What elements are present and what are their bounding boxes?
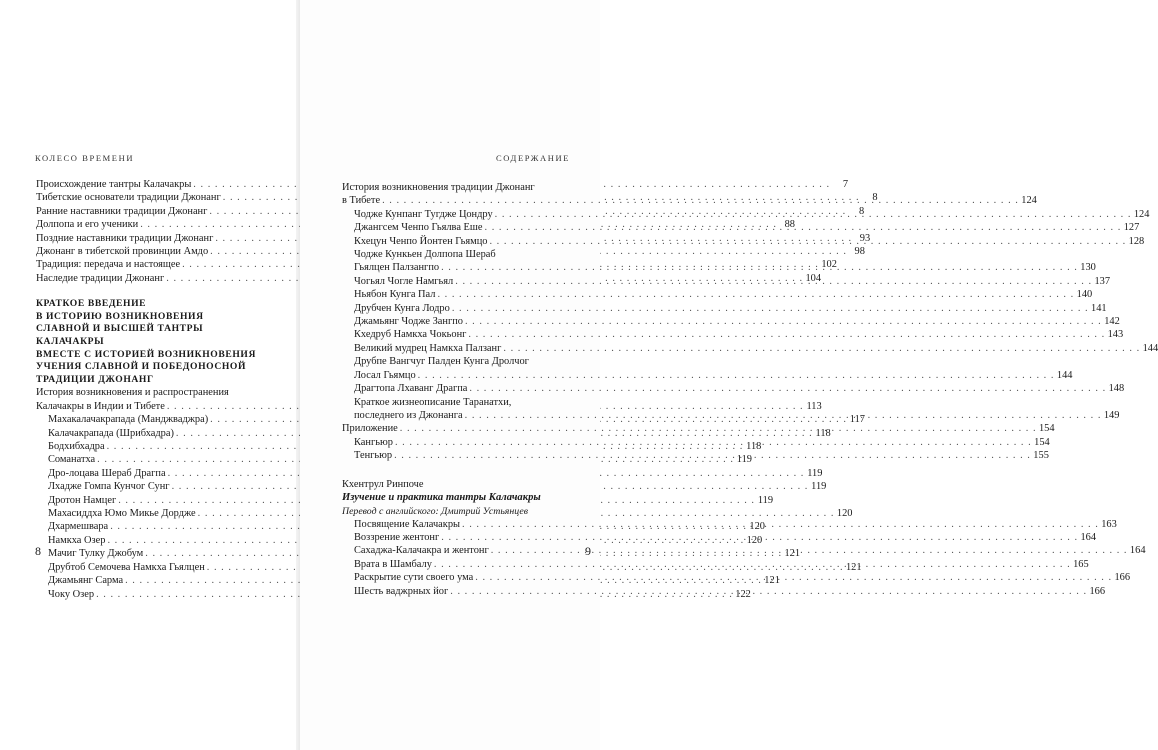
toc-entry-title: Бодхибхадра — [48, 441, 105, 453]
toc-entry-title: Гьялцен Палзангпо — [354, 262, 440, 274]
toc-entry — [342, 342, 1158, 355]
toc-entry-page: 120 — [836, 508, 853, 520]
toc-entry-page: 104 — [805, 272, 822, 284]
toc-entry-title: Раскрытие сути своего ума — [354, 572, 474, 584]
toc-entry-title: Воззрение жентонг — [354, 531, 440, 543]
toc-entry-title: Ньябон Кунга Пал — [354, 289, 436, 301]
toc-entry-title: Джангсем Ченпо Гьялва Еше — [354, 222, 483, 234]
toc-entry-title: Ранние наставники традиции Джонанг — [36, 205, 208, 217]
toc-entry-title: Чогьял Чогле Намгьял — [354, 275, 454, 287]
toc-entry-title: Калачакры в Индии и Тибете — [36, 400, 165, 412]
toc-entry-title: в Тибете — [342, 195, 381, 207]
toc-entry-page: 118 — [815, 427, 831, 439]
toc-entry-page: 93 — [859, 232, 871, 244]
toc-entry-page: 121 — [784, 548, 801, 560]
page-number: 8 — [35, 544, 41, 558]
toc-entry-page: 102 — [821, 259, 837, 271]
toc-entry — [342, 382, 1125, 395]
toc-entry-page: 113 — [806, 400, 822, 412]
toc-entry-title: Друбчен Кунга Лодро — [354, 302, 450, 314]
toc-entry-title: Врата в Шамбалу — [354, 558, 432, 570]
toc-entry-title: Калачакрапада (Шрибхадра) — [48, 427, 174, 439]
toc-entry — [342, 302, 1107, 315]
section-heading — [36, 298, 272, 386]
toc-entry-title: Великий мудрец Намкха Палзанг — [354, 342, 502, 354]
toc-entry-title: Кхедруб Намкха Чокьонг — [354, 329, 467, 341]
running-head: КОЛЕСО ВРЕМЕНИ — [35, 153, 135, 163]
leader-dots — [441, 261, 1078, 274]
author-name: Кхентрул Ринпоче — [342, 478, 424, 490]
toc-entry-title: Поздние наставники традиции Джонанг — [36, 232, 214, 244]
toc-entry-title: Махакалачакрапада (Манджваджра) — [48, 414, 209, 426]
toc-entry-title: Мачиг Тулку Джобум — [48, 548, 144, 560]
toc-entry-page: 143 — [1107, 329, 1124, 341]
toc-entry-page: 163 — [1101, 518, 1117, 530]
toc-entry-page: 7 — [842, 179, 849, 190]
toc-entry-title: Чоку Озер — [48, 588, 95, 600]
toc-entry — [342, 328, 1124, 341]
section-heading-line: УЧЕНИЯ СЛАВНОЙ И ПОБЕДОНОСНОЙ — [36, 361, 247, 373]
leader-dots — [441, 531, 1078, 544]
toc-entry-text: Краткое жизнеописание Таранатхи, — [354, 396, 512, 408]
toc-entry-page: 154 — [1038, 423, 1055, 435]
toc-entry-title: Тенгьюр — [354, 450, 393, 462]
section-heading-line: СЛАВНОЙ И ВЫСШЕЙ ТАНТРЫ КАЛАЧАКРЫ — [36, 323, 204, 348]
toc-entry — [342, 194, 1037, 207]
toc-entry-text: История возникновения и распространения — [36, 387, 229, 399]
toc-entry-title: Кангьюр — [354, 436, 393, 448]
toc-entry-page: 154 — [1034, 436, 1050, 448]
toc-entry-title: Дро-лоцава Шераб Драгпа — [48, 467, 166, 479]
toc-entry-page: 118 — [746, 441, 762, 453]
leader-dots — [434, 558, 1071, 571]
toc-entry-page: 142 — [1104, 316, 1120, 328]
toc-entry-page: 141 — [1091, 302, 1107, 314]
toc-entry-page: 117 — [849, 414, 865, 426]
toc-entry-page: 119 — [811, 481, 827, 493]
toc-entry-page: 166 — [1089, 585, 1106, 597]
toc-entry-page: 137 — [1094, 275, 1111, 287]
toc-entry-page: 8 — [858, 205, 865, 217]
leader-dots — [462, 518, 1099, 531]
toc-entry-title: Намкха Озер — [48, 534, 106, 546]
toc-entry-title: Махасиддха Юмо Микье Дордже — [48, 508, 196, 520]
toc-entry-page: 124 — [1021, 195, 1037, 207]
toc-entry-page: 119 — [807, 467, 823, 479]
running-head: СОДЕРЖАНИЕ — [495, 153, 570, 163]
toc-entry-title: Драгтопа Лхаванг Драгпа — [354, 383, 468, 395]
toc-entry-title: Джонанг в тибетской провинции Амдо — [36, 246, 209, 258]
toc-entry-title: Приложение — [342, 423, 398, 435]
toc-entry-page: 122 — [735, 588, 751, 600]
translator-credit: Перевод с английского: Дмитрий Устьянцев — [342, 505, 528, 517]
toc-entry-title: Сахаджа-Калачакра и жентонг — [354, 545, 489, 557]
toc-entry-text: История возникновения традиции Джонанг — [342, 182, 535, 193]
leader-dots — [418, 369, 1055, 382]
toc-entry-text: Друбпе Вангчуг Палден Кунга Дролчог — [354, 356, 529, 368]
toc-entry-text: Чодже Кункьен Долпопа Шераб — [354, 249, 496, 261]
leader-dots — [495, 208, 1132, 221]
section-heading-line: КРАТКОЕ ВВЕДЕНИЕ — [36, 298, 147, 310]
toc-entry-page: 155 — [1033, 450, 1049, 462]
toc-entry-title: Шесть ваджрных йог — [354, 585, 449, 597]
leader-dots — [394, 449, 1031, 462]
leader-dots — [452, 302, 1089, 315]
toc-entry-page: 98 — [854, 246, 865, 258]
toc-entry-title: Лхадже Гомпа Кунчог Сунг — [48, 481, 170, 493]
leader-dots — [400, 422, 1037, 435]
toc-entry-page: 165 — [1073, 558, 1089, 570]
toc-entry-title: Дхармешвара — [48, 521, 109, 533]
toc-entry-title: Соманатха — [48, 454, 96, 466]
toc-entry — [342, 315, 1120, 328]
toc-entry-title: Посвящение Калачакры — [354, 518, 461, 530]
toc-entry-page: 120 — [749, 521, 765, 533]
toc-entry — [342, 208, 1150, 221]
toc-entry — [342, 369, 1073, 382]
toc-entry-page: 149 — [1103, 409, 1120, 421]
toc-entry-page: 144 — [1142, 342, 1158, 354]
toc-entry-page: 140 — [1076, 289, 1093, 301]
toc-entry-title: последнего из Джонанга — [354, 409, 463, 421]
leader-dots — [468, 328, 1105, 341]
leader-dots — [437, 288, 1074, 301]
leader-dots — [475, 571, 1112, 584]
toc-entry-page: 130 — [1080, 262, 1096, 274]
section-heading-line: В ИСТОРИЮ ВОЗНИКНОВЕНИЯ — [36, 310, 204, 322]
toc-entry-page: 121 — [764, 575, 780, 587]
toc-entry-title: Друбтоб Семочева Намкха Гьялцен — [48, 561, 205, 573]
toc-entry-page: 8 — [872, 192, 878, 204]
section-heading-line: ТРАДИЦИИ ДЖОНАНГ — [36, 373, 154, 385]
section-heading-line: ВМЕСТЕ С ИСТОРИЕЙ ВОЗНИКНОВЕНИЯ — [36, 348, 256, 360]
toc-entry-title: Тибетские основатели традиции Джонанг — [36, 192, 221, 204]
toc-entry-page: 127 — [1123, 222, 1140, 234]
leader-dots — [395, 436, 1032, 449]
toc-entry-page: 166 — [1114, 572, 1131, 584]
leader-dots — [489, 235, 1126, 248]
toc-entry-page: 120 — [746, 534, 763, 546]
toc-entry-page: 128 — [1128, 235, 1145, 247]
leader-dots — [465, 409, 1102, 422]
leader-dots — [382, 194, 1019, 207]
toc-entry-title: Долпопа и его ученики — [36, 219, 139, 231]
leader-dots — [503, 342, 1140, 355]
leader-dots — [485, 221, 1122, 234]
toc-entry-page: 164 — [1129, 545, 1146, 557]
toc-entry-title: Традиция: передача и настоящее — [36, 259, 181, 271]
toc-entry-title: Лосал Гьямцо — [354, 369, 416, 381]
toc-entry-title: Джамьянг Чодже Зангпо — [354, 316, 463, 328]
leader-dots — [465, 315, 1102, 328]
leader-dots — [455, 275, 1092, 288]
leader-dots — [469, 382, 1106, 395]
toc-entry-page: 119 — [736, 454, 752, 466]
toc-entry-title: Происхождение тантры Калачакры — [36, 179, 192, 190]
toc-entry-page: 164 — [1080, 531, 1097, 543]
book-title: Изучение и практика тантры Калачакры — [342, 491, 541, 503]
toc-entry — [342, 288, 1093, 301]
toc-entry-page: 124 — [1133, 208, 1150, 220]
toc-entry-page: 148 — [1108, 383, 1125, 395]
toc-entry-title: Кхецун Ченпо Йонтен Гьямцо — [354, 235, 488, 247]
toc-entry-page: 88 — [784, 219, 795, 231]
page-number: 9 — [585, 544, 591, 558]
leader-dots — [450, 585, 1087, 598]
toc-entry-title: Дротон Намцег — [48, 494, 117, 506]
toc-entry-title: Наследие традиции Джонанг — [36, 272, 165, 284]
toc-entry-page: 121 — [845, 561, 862, 573]
toc-entry — [36, 467, 823, 480]
toc-entry-page: 144 — [1056, 369, 1073, 381]
toc-entry-title: Джамьянг Сарма — [48, 575, 124, 587]
toc-entry-title: Чодже Кунпанг Тугдже Цондру — [354, 208, 493, 220]
toc-entry-page: 119 — [757, 494, 774, 506]
